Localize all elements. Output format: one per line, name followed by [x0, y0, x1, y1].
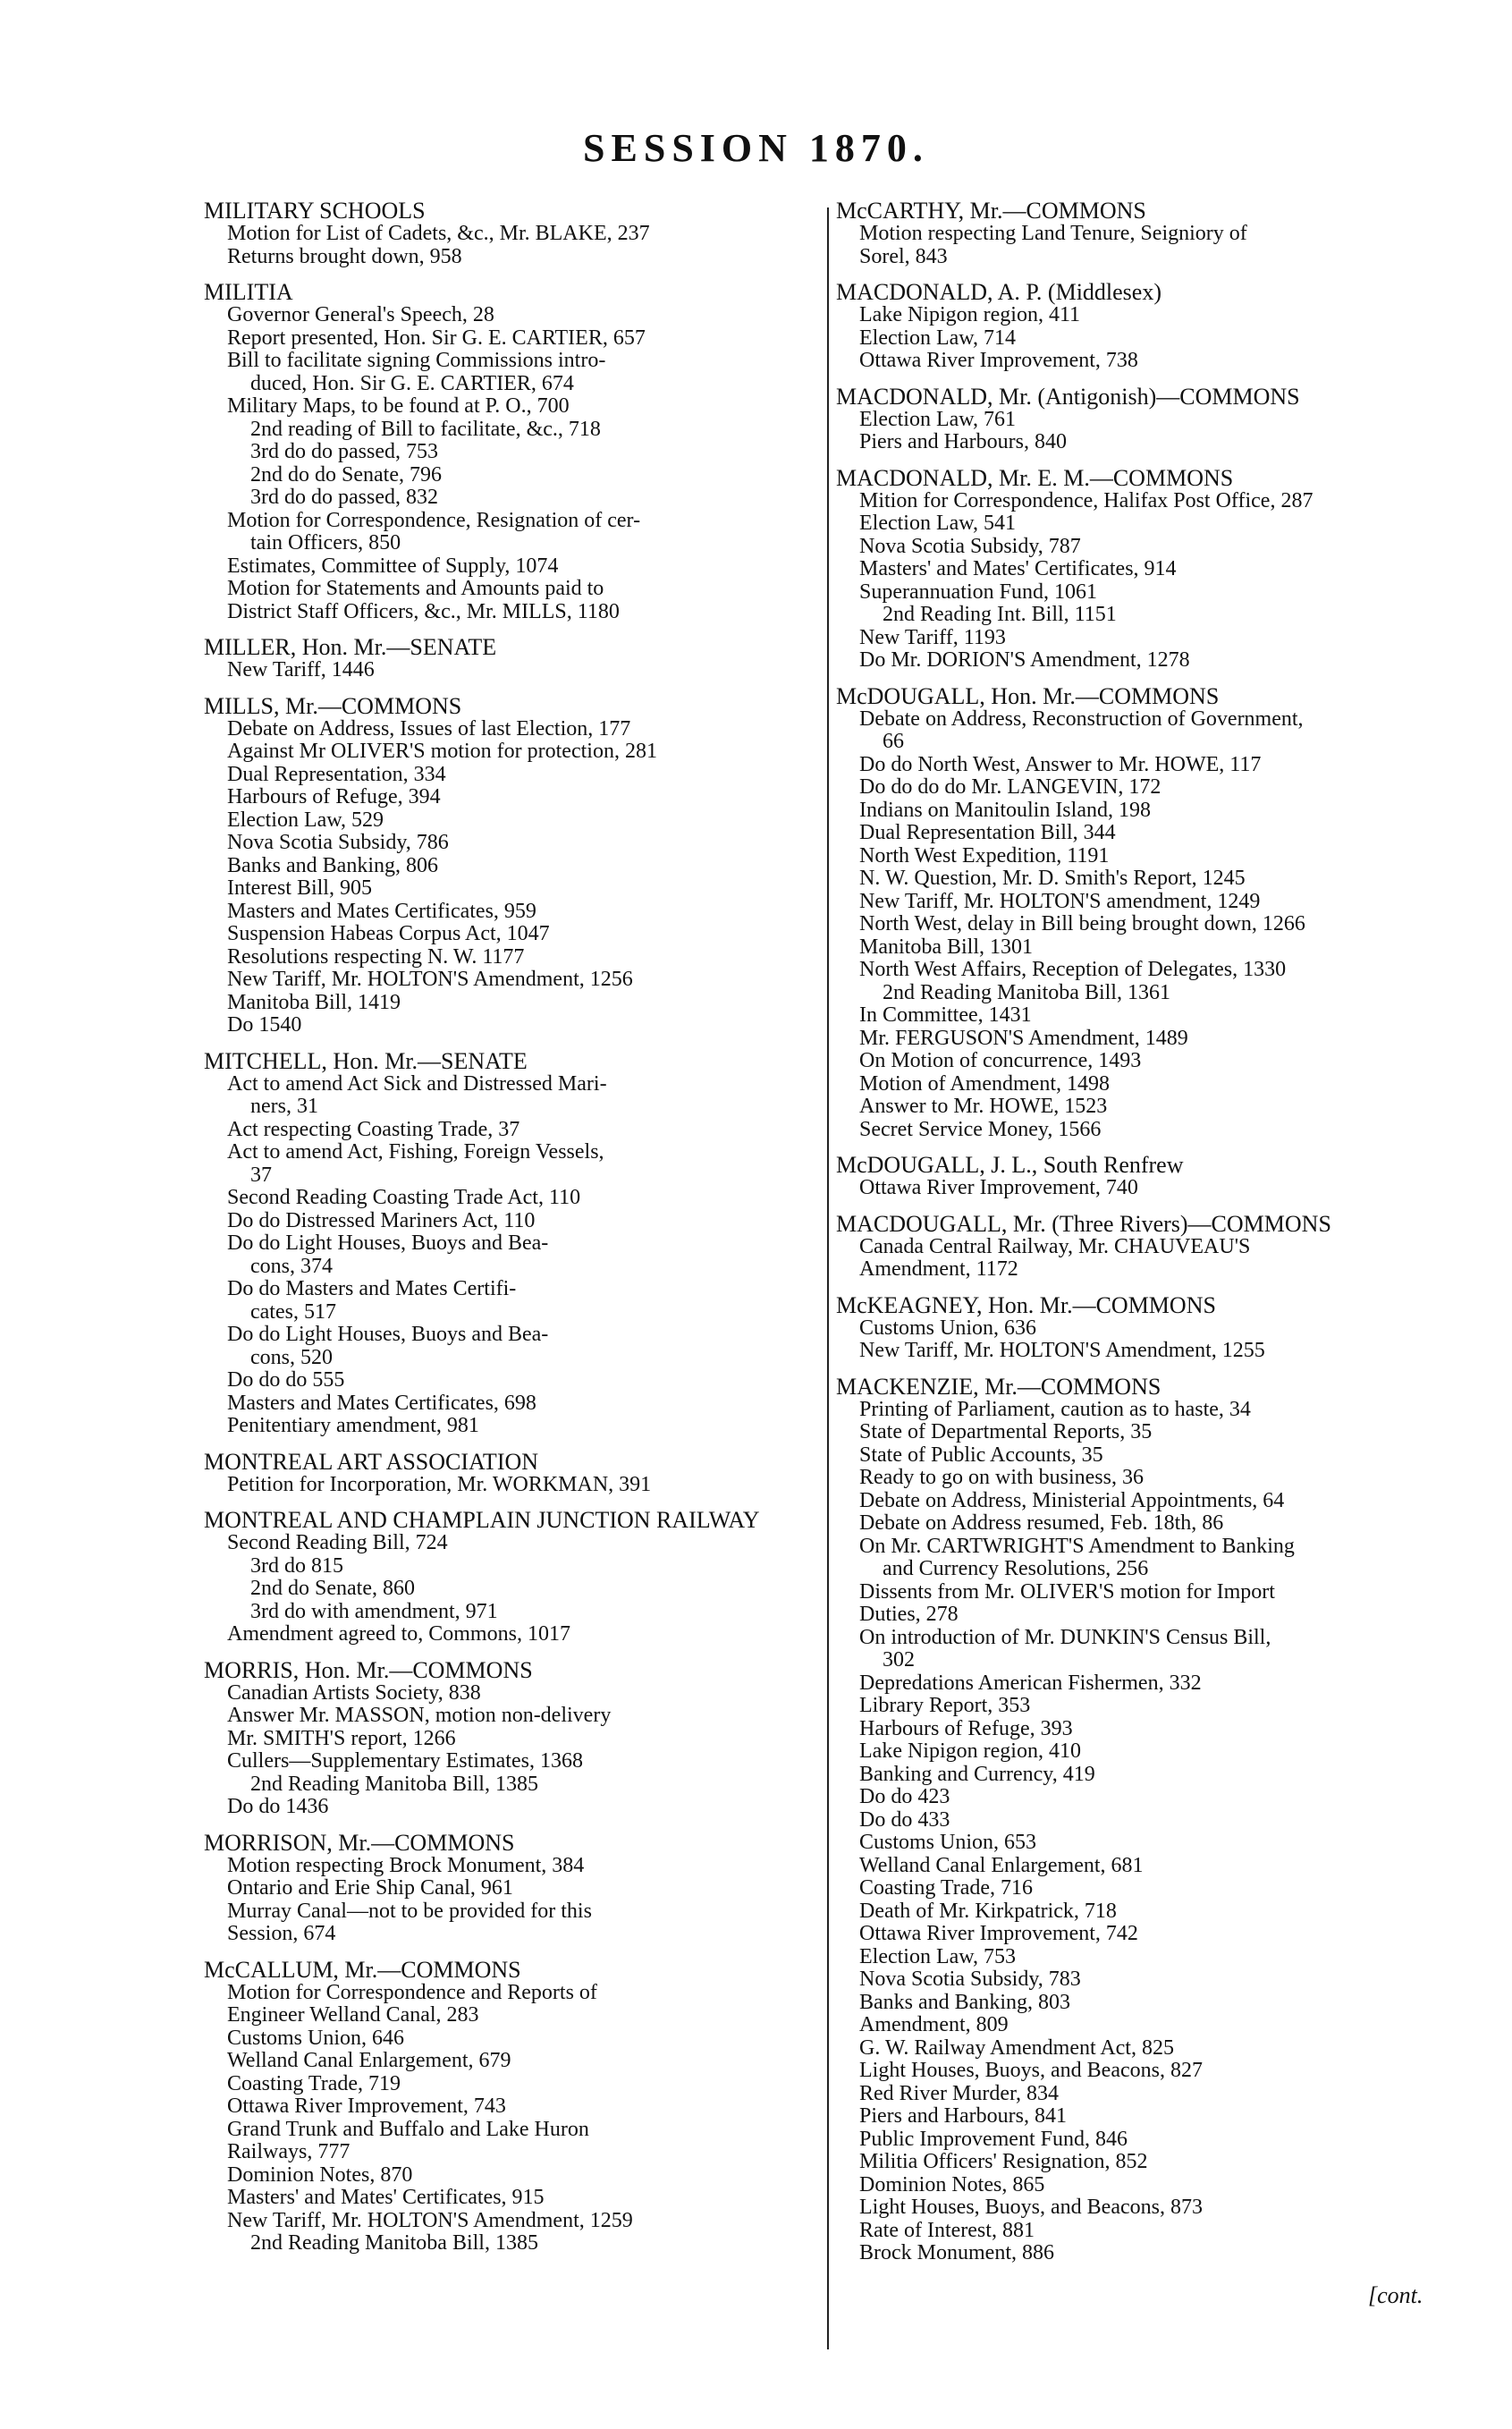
entry-line: Indians on Manitoulin Island, 198	[859, 798, 1151, 822]
entry-line: Secret Service Money, 1566	[859, 1117, 1102, 1141]
entry-line: New Tariff, Mr. HOLTON'S Amendment, 1256	[227, 968, 633, 991]
entry-line: North West Expedition, 1191	[859, 843, 1110, 868]
entry-line: 2nd do Senate, 860	[250, 1577, 415, 1600]
index-entry	[836, 199, 1457, 268]
entry-line: Welland Canal Enlargement, 679	[227, 2049, 511, 2072]
entry-line: Suspension Habeas Corpus Act, 1047	[227, 922, 550, 945]
entry-line: Election Law, 753	[859, 1944, 1017, 1968]
entry-line: Dual Representation, 334	[227, 762, 446, 786]
entry-line: 2nd Reading Int. Bill, 1151	[883, 603, 1117, 626]
entry-line: Act respecting Coasting Trade, 37	[227, 1117, 520, 1141]
entry-line: 3rd do with amendment, 971	[250, 1599, 498, 1623]
index-entry	[836, 1375, 1457, 2265]
entry-line: cates, 517	[250, 1299, 336, 1324]
entry-line: Motion for Correspondence, Resignation of cer-	[227, 508, 641, 532]
entry-line: North West, delay in Bill being brought down, 1266	[859, 912, 1305, 935]
entry-heading: McCARTHY, Mr.—COMMONS	[836, 198, 1146, 224]
index-entry	[204, 635, 821, 682]
entry-line: Mr. SMITH'S report, 1266	[227, 1726, 456, 1750]
entry-line: 2nd Reading Manitoba Bill, 1385	[250, 2231, 538, 2255]
entry-line: Second Reading Bill, 724	[227, 1531, 448, 1554]
entry-heading: McCALLUM, Mr.—COMMONS	[204, 1956, 521, 1983]
entry-line: Superannuation Fund, 1061	[859, 580, 1097, 604]
entry-line: Customs Union, 653	[859, 1831, 1037, 1854]
entry-line: Coasting Trade, 716	[859, 1876, 1034, 1900]
index-entry	[204, 199, 821, 268]
entry-line: Interest Bill, 905	[227, 876, 372, 900]
entry-line: Ottawa River Improvement, 738	[859, 349, 1138, 372]
entry-line: 2nd Reading Manitoba Bill, 1385	[250, 1772, 538, 1796]
entry-line: Motion of Amendment, 1498	[859, 1071, 1110, 1096]
entry-line: Mition for Correspondence, Halifax Post Office, 287	[859, 488, 1313, 512]
entry-heading: McDOUGALL, Hon. Mr.—COMMONS	[836, 682, 1220, 709]
entry-line: 2nd Reading Manitoba Bill, 1361	[883, 980, 1170, 1004]
entry-line: Do Mr. DORION'S Amendment, 1278	[859, 648, 1190, 672]
entry-heading: MONTREAL ART ASSOCIATION	[204, 1448, 539, 1475]
entry-line: Debate on Address, Issues of last Election, 177	[227, 716, 631, 741]
entry-heading: MILITARY SCHOOLS	[204, 198, 426, 224]
entry-line: Murray Canal—not to be provided for this	[227, 1899, 592, 1923]
entry-line: Red River Murder, 834	[859, 2081, 1059, 2105]
entry-line: Masters' and Mates' Certificates, 914	[859, 557, 1177, 580]
entry-line: Banks and Banking, 806	[227, 853, 438, 877]
entry-heading: MONTREAL AND CHAMPLAIN JUNCTION RAILWAY	[204, 1507, 760, 1533]
entry-line: ners, 31	[250, 1095, 318, 1118]
entry-line: In Committee, 1431	[859, 1003, 1032, 1027]
entry-line: Lake Nipigon region, 411	[859, 303, 1081, 326]
entry-line: tain Officers, 850	[250, 531, 401, 554]
entry-line: On Mr. CARTWRIGHT'S Amendment to Banking	[859, 1534, 1295, 1558]
entry-line: Manitoba Bill, 1301	[859, 935, 1033, 959]
entry-line: Second Reading Coasting Trade Act, 110	[227, 1186, 581, 1209]
entry-line: Penitentiary amendment, 981	[227, 1414, 479, 1437]
entry-line: Amendment, 1172	[859, 1257, 1018, 1281]
entry-heading: MILLS, Mr.—COMMONS	[204, 692, 462, 719]
entry-line: Harbours of Refuge, 393	[859, 1716, 1073, 1740]
entry-line: Dominion Notes, 870	[227, 2162, 413, 2187]
entry-line: Railways, 777	[227, 2140, 351, 2163]
entry-line: Manitoba Bill, 1419	[227, 990, 401, 1014]
index-entry	[204, 1958, 821, 2256]
entry-line: Dominion Notes, 865	[859, 2172, 1045, 2196]
index-entry	[204, 1450, 821, 1497]
entry-line: Nova Scotia Subsidy, 787	[859, 534, 1081, 558]
entry-heading: MORRISON, Mr.—COMMONS	[204, 1829, 515, 1856]
entry-line: Returns brought down, 958	[227, 244, 462, 268]
right-column	[836, 199, 1457, 2277]
entry-line: Banking and Currency, 419	[859, 1762, 1095, 1786]
index-entry	[204, 1831, 821, 1946]
entry-line: Light Houses, Buoys, and Beacons, 827	[859, 2059, 1203, 2082]
entry-heading: MACDOUGALL, Mr. (Three Rivers)—COMMONS	[836, 1210, 1331, 1237]
entry-line: New Tariff, Mr. HOLTON'S amendment, 1249	[859, 889, 1261, 913]
entry-heading: MACDONALD, A. P. (Middlesex)	[836, 279, 1161, 305]
entry-line: Grand Trunk and Buffalo and Lake Huron	[227, 2117, 589, 2141]
page-title: SESSION 1870.	[583, 126, 929, 170]
entry-line: Coasting Trade, 719	[227, 2071, 401, 2095]
continued-mark: [cont.	[1368, 2282, 1423, 2308]
entry-line: Printing of Parliament, caution as to haste, 34	[859, 1397, 1251, 1421]
entry-line: Amendment agreed to, Commons, 1017	[227, 1622, 570, 1646]
entry-line: Ottawa River Improvement, 740	[859, 1176, 1138, 1199]
entry-line: Light Houses, Buoys, and Beacons, 873	[859, 2196, 1203, 2219]
entry-line: New Tariff, 1193	[859, 625, 1006, 649]
entry-line: Brock Monument, 886	[859, 2241, 1054, 2264]
entry-line: On Motion of concurrence, 1493	[859, 1049, 1142, 1072]
index-entry	[204, 1508, 821, 1646]
index-entry	[836, 1153, 1457, 1200]
entry-line: Act to amend Act, Fishing, Foreign Vessels,	[227, 1140, 604, 1164]
entry-line: New Tariff, Mr. HOLTON'S Amendment, 1255	[859, 1339, 1265, 1362]
entry-line: 3rd do 815	[250, 1553, 343, 1578]
entry-line: Answer to Mr. HOWE, 1523	[859, 1095, 1108, 1118]
entry-line: Do do do do Mr. LANGEVIN, 172	[859, 775, 1161, 799]
entry-line: Sorel, 843	[859, 244, 948, 268]
entry-line: Cullers—Supplementary Estimates, 1368	[227, 1749, 583, 1773]
entry-line: 3rd do do passed, 753	[250, 440, 438, 463]
entry-line: Engineer Welland Canal, 283	[227, 2003, 479, 2027]
entry-line: Duties, 278	[859, 1603, 959, 1626]
left-column	[204, 199, 821, 2267]
entry-line: Dual Representation Bill, 344	[859, 821, 1116, 844]
entry-line: Debate on Address, Ministerial Appointments, 64	[859, 1488, 1285, 1512]
entry-line: 3rd do do passed, 832	[250, 486, 438, 509]
entry-line: Petition for Incorporation, Mr. WORKMAN, 391	[227, 1472, 652, 1496]
entry-line: Do do Light Houses, Buoys and Bea-	[227, 1323, 549, 1346]
index-entry	[204, 1658, 821, 1819]
entry-line: Do do 433	[859, 1807, 950, 1832]
index-entry	[836, 385, 1457, 454]
entry-line: Library Report, 353	[859, 1694, 1031, 1717]
entry-line: Election Law, 761	[859, 407, 1017, 431]
entry-line: North West Affairs, Reception of Delegates, 1330	[859, 958, 1287, 981]
entry-line: Canada Central Railway, Mr. CHAUVEAU'S	[859, 1234, 1251, 1258]
entry-line: Nova Scotia Subsidy, 786	[227, 831, 449, 854]
entry-line: Customs Union, 636	[859, 1316, 1037, 1340]
entry-line: Do do 1436	[227, 1795, 329, 1818]
entry-line: 66	[883, 730, 904, 753]
entry-line: Election Law, 541	[859, 512, 1017, 535]
entry-line: Session, 674	[227, 1922, 336, 1945]
index-entry	[836, 466, 1457, 673]
entry-line: Rate of Interest, 881	[859, 2218, 1035, 2242]
entry-heading: MILITIA	[204, 279, 293, 305]
entry-line: Canadian Artists Society, 838	[227, 1680, 481, 1705]
entry-line: Nova Scotia Subsidy, 783	[859, 1968, 1081, 1991]
entry-line: New Tariff, 1446	[227, 658, 375, 681]
entry-heading: McKEAGNEY, Hon. Mr.—COMMONS	[836, 1291, 1216, 1318]
index-entry	[836, 1293, 1457, 1363]
entry-line: N. W. Question, Mr. D. Smith's Report, 1245	[859, 867, 1246, 890]
index-entry	[836, 280, 1457, 373]
entry-line: Harbours of Refuge, 394	[227, 785, 441, 808]
entry-heading: MACDONALD, Mr. E. M.—COMMONS	[836, 464, 1234, 491]
entry-line: Piers and Harbours, 841	[859, 2104, 1067, 2128]
entry-line: Public Improvement Fund, 846	[859, 2127, 1128, 2151]
entry-line: Motion for Statements and Amounts paid to	[227, 577, 604, 600]
entry-line: Debate on Address resumed, Feb. 18th, 86	[859, 1511, 1224, 1535]
entry-line: G. W. Railway Amendment Act, 825	[859, 2035, 1174, 2060]
entry-line: District Staff Officers, &c., Mr. MILLS, 1180	[227, 599, 620, 623]
entry-line: State of Departmental Reports, 35	[859, 1420, 1153, 1443]
entry-line: Banks and Banking, 803	[859, 1990, 1070, 2014]
entry-heading: MITCHELL, Hon. Mr.—SENATE	[204, 1047, 528, 1074]
entry-line: Do do Masters and Mates Certifi-	[227, 1277, 517, 1300]
entry-line: Report presented, Hon. Sir G. E. CARTIER, 657	[227, 326, 646, 350]
entry-heading: MORRIS, Hon. Mr.—COMMONS	[204, 1656, 533, 1683]
entry-line: Ready to go on with business, 36	[859, 1466, 1144, 1489]
entry-line: New Tariff, Mr. HOLTON'S Amendment, 1259	[227, 2208, 633, 2232]
entry-line: Estimates, Committee of Supply, 1074	[227, 554, 559, 578]
entry-line: Act to amend Act Sick and Distressed Mari-	[227, 1071, 607, 1096]
column-divider	[827, 207, 829, 2349]
entry-heading: MACDONALD, Mr. (Antigonish)—COMMONS	[836, 383, 1300, 410]
entry-line: Motion for List of Cadets, &c., Mr. BLAKE, 237	[227, 222, 650, 245]
entry-line: Motion respecting Brock Monument, 384	[227, 1853, 585, 1877]
entry-line: Piers and Harbours, 840	[859, 430, 1067, 453]
entry-line: Ottawa River Improvement, 742	[859, 1922, 1138, 1945]
entry-line: Welland Canal Enlargement, 681	[859, 1853, 1144, 1877]
entry-line: State of Public Accounts, 35	[859, 1443, 1103, 1467]
entry-line: Do do Light Houses, Buoys and Bea-	[227, 1231, 549, 1255]
entry-line: Amendment, 809	[859, 2013, 1009, 2036]
entry-line: Customs Union, 646	[227, 2026, 405, 2050]
index-entry	[836, 684, 1457, 1142]
entry-line: 37	[250, 1163, 272, 1187]
entry-line: Do do do 555	[227, 1368, 345, 1392]
entry-line: Bill to facilitate signing Commissions intro-	[227, 349, 606, 372]
entry-line: Dissents from Mr. OLIVER'S motion for Import	[859, 1579, 1275, 1604]
entry-line: Do do 423	[859, 1785, 950, 1808]
entry-line: 2nd reading of Bill to facilitate, &c., 718	[250, 417, 601, 441]
entry-line: Ontario and Erie Ship Canal, 961	[227, 1876, 513, 1900]
entry-line: 302	[883, 1648, 915, 1672]
entry-line: Do 1540	[227, 1013, 302, 1037]
entry-line: and Currency Resolutions, 256	[883, 1557, 1149, 1580]
entry-heading: MACKENZIE, Mr.—COMMONS	[836, 1373, 1161, 1400]
index-entry	[204, 1049, 821, 1438]
entry-line: Election Law, 714	[859, 326, 1017, 350]
entry-line: Governor General's Speech, 28	[227, 303, 494, 326]
entry-line: Death of Mr. Kirkpatrick, 718	[859, 1899, 1117, 1923]
entry-line: Masters' and Mates' Certificates, 915	[227, 2186, 545, 2209]
entry-line: cons, 520	[250, 1345, 333, 1369]
entry-line: Militia Officers' Resignation, 852	[859, 2150, 1148, 2173]
entry-line: Against Mr OLIVER'S motion for protection, 281	[227, 740, 657, 763]
entry-line: Lake Nipigon region, 410	[859, 1739, 1081, 1763]
entry-heading: McDOUGALL, J. L., South Renfrew	[836, 1152, 1184, 1178]
entry-line: Masters and Mates Certificates, 959	[227, 899, 536, 923]
index-entry	[204, 280, 821, 623]
entry-line: Answer Mr. MASSON, motion non-delivery	[227, 1704, 612, 1727]
entry-line: Motion respecting Land Tenure, Seigniory of	[859, 222, 1247, 245]
entry-line: 2nd do do Senate, 796	[250, 462, 442, 487]
entry-line: Do do North West, Answer to Mr. HOWE, 117	[859, 752, 1262, 776]
entry-line: Debate on Address, Reconstruction of Government,	[859, 707, 1304, 731]
entry-heading: MILLER, Hon. Mr.—SENATE	[204, 634, 497, 660]
entry-line: Masters and Mates Certificates, 698	[227, 1391, 536, 1415]
index-entry	[204, 694, 821, 1037]
entry-line: cons, 374	[250, 1254, 333, 1278]
entry-line: Mr. FERGUSON'S Amendment, 1489	[859, 1026, 1188, 1050]
entry-line: Do do Distressed Mariners Act, 110	[227, 1208, 536, 1232]
entry-line: Depredations American Fishermen, 332	[859, 1671, 1202, 1695]
entry-line: On introduction of Mr. DUNKIN'S Census Bill,	[859, 1625, 1271, 1649]
entry-line: Motion for Correspondence and Reports of	[227, 1980, 597, 2004]
entry-line: Resolutions respecting N. W. 1177	[227, 944, 525, 969]
entry-line: duced, Hon. Sir G. E. CARTIER, 674	[250, 371, 574, 395]
index-entry	[836, 1212, 1457, 1282]
entry-line: Military Maps, to be found at P. O., 700	[227, 394, 570, 418]
entry-line: Election Law, 529	[227, 808, 384, 832]
entry-line: Ottawa River Improvement, 743	[227, 2095, 506, 2118]
